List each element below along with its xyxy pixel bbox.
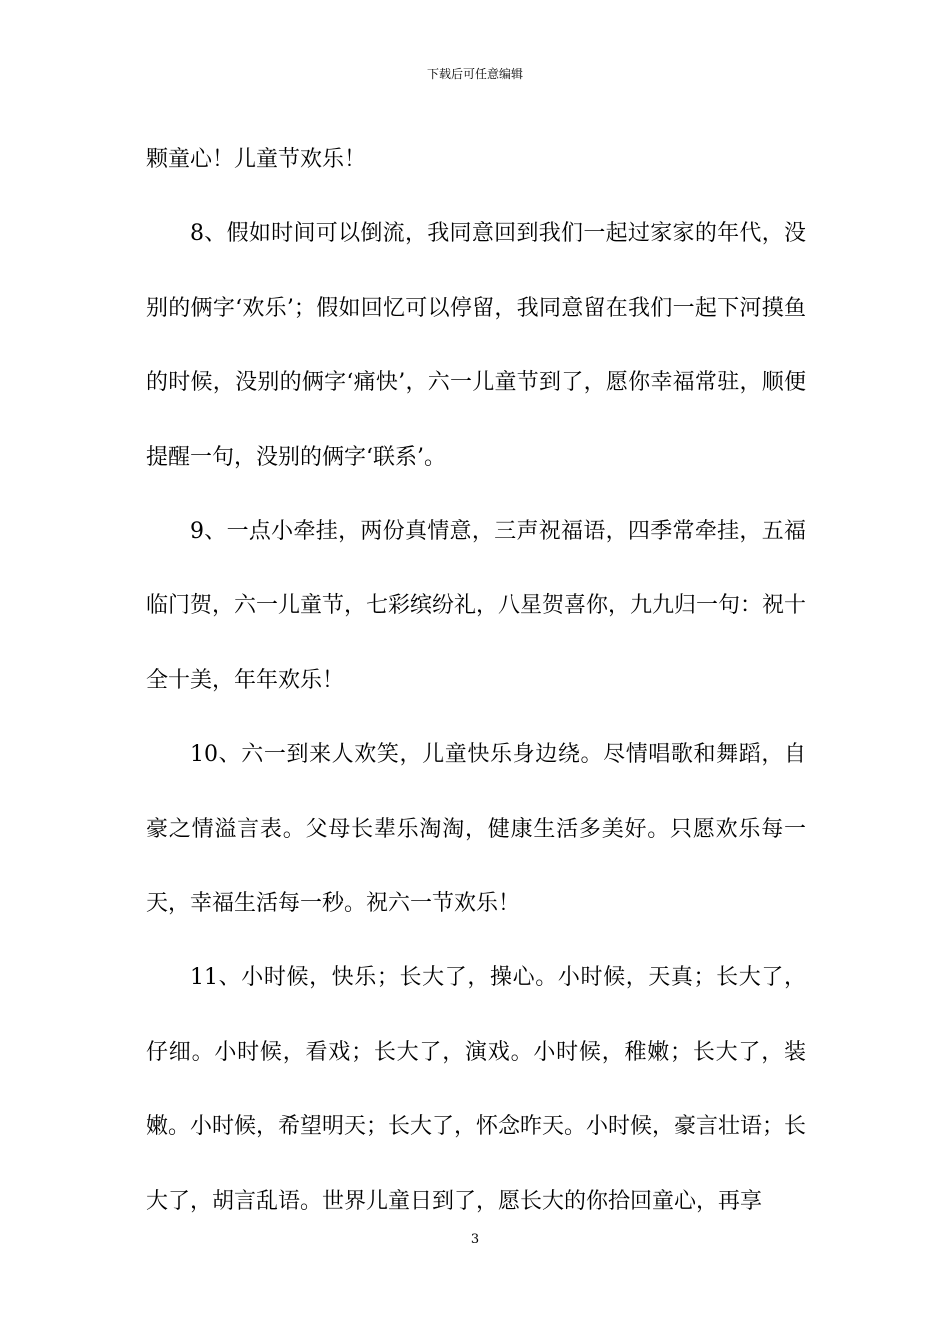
paragraph-item-11: 11、小时候，快乐；长大了，操心。小时候，天真；长大了，仔细。小时候，看戏；长大了，演戏。小时候，稚嫩；长大了，装嫩。小时候，希望明天；长大了，怀念昨天。小时候，豪言壮语；长大了，胡言乱语。世界儿童日到了，愿长大的你拾回童心，再享	[146, 965, 807, 1214]
paragraph-item-9: 9、一点小牵挂，两份真情意，三声祝福语，四季常牵挂，五福临门贺，六一儿童节，七彩缤纷礼，八星贺喜你，九九归一句：祝十全十美，年年欢乐！	[146, 519, 807, 693]
paragraph-item-10: 10、六一到来人欢笑，儿童快乐身边绕。尽情唱歌和舞蹈，自豪之情溢言表。父母长辈乐淘淘，健康生活多美好。只愿欢乐每一天，幸福生活每一秒。祝六一节欢乐！	[146, 742, 806, 917]
paragraph-continuation: 颗童心！儿童节欢乐！	[146, 147, 367, 172]
paragraph-item-8: 8、假如时间可以倒流，我同意回到我们一起过家家的年代，没别的俩字‘欢乐’；假如回忆可以停留，我同意留在我们一起下河摸鱼的时候，没别的俩字‘痛快’，六一儿童节到了，愿你幸福常驻，顺便提醒一句，没别的俩字‘联系’。	[146, 221, 806, 470]
page-number: 3	[470, 1232, 480, 1247]
document-body	[146, 123, 806, 1239]
page-header: 下载后可任意编辑	[426, 67, 523, 81]
